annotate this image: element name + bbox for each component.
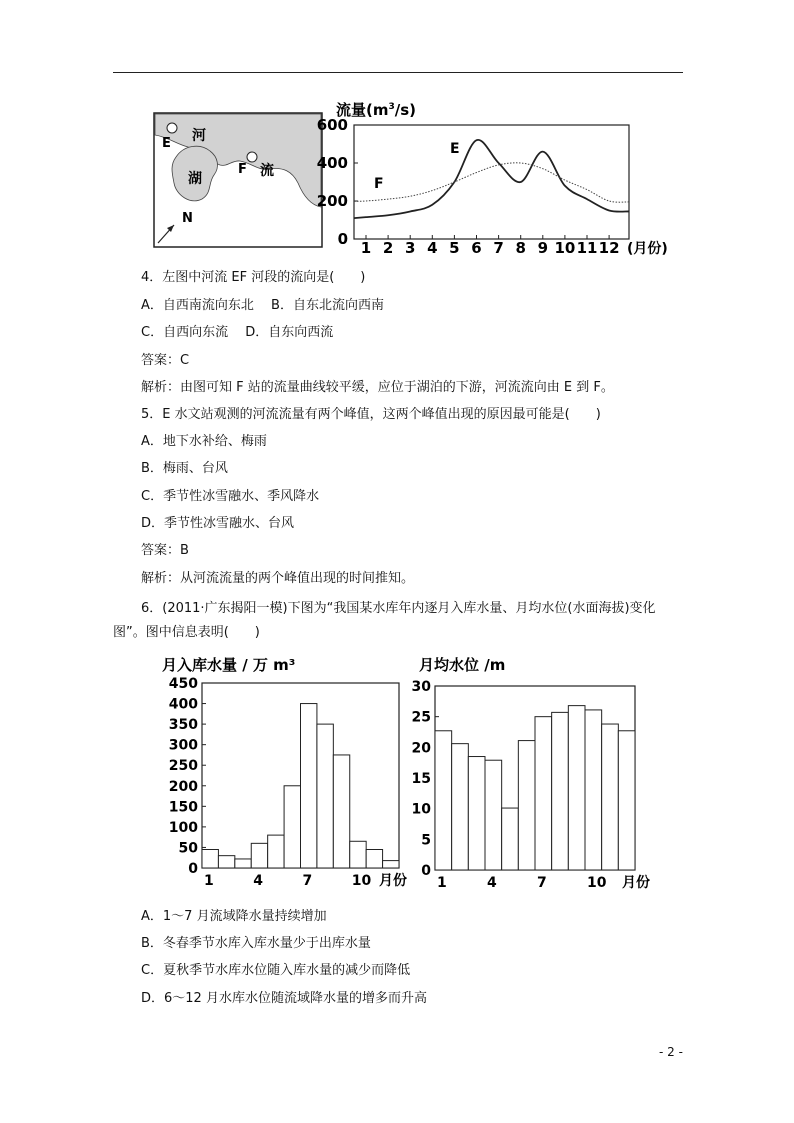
bar <box>251 843 267 868</box>
q6-option: B．冬春季节水库入库水量少于出库水量 <box>141 936 371 951</box>
hydrograph-xtick-label: 7 <box>493 239 504 257</box>
bar <box>618 731 635 870</box>
hydrograph-xtick-label: 12 <box>598 239 620 257</box>
chart-title: 月入库水量 / 万 m³ <box>162 656 296 674</box>
ytick-label: 300 <box>168 737 198 754</box>
xtick-label: 10 <box>587 875 607 891</box>
hydrograph <box>317 101 668 257</box>
hydrograph-xtick-label: 5 <box>449 239 460 257</box>
q5-answer: 答案：B <box>141 543 189 558</box>
bar <box>602 724 619 870</box>
ytick-label: 30 <box>411 679 431 695</box>
ytick-label: 0 <box>421 863 431 879</box>
q5-option: C．季节性冰雪融水、季风降水 <box>141 489 320 504</box>
bar <box>301 704 317 868</box>
q5-option: D．季节性冰雪融水、台风 <box>141 516 295 531</box>
xtick-label: 7 <box>537 875 547 891</box>
bar <box>535 717 552 870</box>
ytick-label: 200 <box>168 778 198 795</box>
q5-analysis: 解析：从河流流量的两个峰值出现的时间推知。 <box>141 571 415 586</box>
bar <box>383 861 399 868</box>
bar <box>485 760 502 870</box>
map-label-n: N <box>182 211 193 226</box>
map-label-hu: 湖 <box>188 171 202 187</box>
hydrograph-ylabel: 流量$(m^3/s)$ <box>336 101 417 119</box>
bar <box>317 724 333 868</box>
q4-option-row: A．自西南流向东北 B．自东北流向西南 <box>141 298 384 313</box>
bar <box>218 856 234 868</box>
hydrograph-xtick-label: 3 <box>404 239 416 257</box>
hydrograph-ytick-label: 600 <box>316 116 348 134</box>
bar <box>552 712 569 870</box>
xtick-label: 4 <box>487 875 497 891</box>
series-e-label: E <box>450 141 460 157</box>
hydrograph-frame <box>354 125 629 239</box>
ytick-label: 250 <box>168 758 198 775</box>
hydrograph-xtick-label: 11 <box>576 239 598 257</box>
hydrograph-xtick-label: 2 <box>382 239 394 257</box>
q6-option: D．6～12 月水库水位随流域降水量的增多而升高 <box>141 991 427 1006</box>
page-number: - 2 - <box>659 1045 683 1059</box>
bar <box>350 841 366 868</box>
q4-stem: 4．左图中河流 EF 河段的流向是( ) <box>141 270 366 285</box>
inflow-bar-chart <box>162 656 407 889</box>
bar <box>202 850 218 869</box>
bar <box>284 786 300 868</box>
ytick-label: 15 <box>411 771 431 787</box>
ytick-label: 20 <box>411 740 431 757</box>
bar <box>502 808 519 870</box>
q5-option: B．梅雨、台风 <box>141 461 228 476</box>
ytick-label: 400 <box>168 696 198 713</box>
q5-stem: 5．E 水文站观测的河流流量有两个峰值，这两个峰值出现的原因最可能是( ) <box>141 407 601 422</box>
xtick-label: 1 <box>437 875 447 891</box>
hydrograph-xtick-label: 6 <box>471 239 482 257</box>
map-label-e: E <box>162 136 171 151</box>
ytick-label: 50 <box>178 840 198 857</box>
chart-title: 月均水位 /m <box>419 656 506 674</box>
river-map <box>154 113 322 247</box>
ytick-label: 10 <box>411 801 431 818</box>
q6-option: A．1～7 月流域降水量持续增加 <box>141 909 327 924</box>
water-level-bar-chart <box>412 656 650 891</box>
hydrograph-ytick-label: 200 <box>316 192 348 210</box>
series-e-line <box>354 140 629 218</box>
hydrograph-xtick-label: 9 <box>537 239 549 257</box>
figure-2 <box>160 650 670 895</box>
ytick-label: 0 <box>188 861 198 877</box>
map-label-f: F <box>238 162 247 177</box>
ytick-label: 100 <box>168 819 198 836</box>
bar <box>468 757 485 870</box>
hydrograph-ytick-label: 400 <box>316 154 348 172</box>
ytick-label: 5 <box>421 832 431 849</box>
xtick-label: 7 <box>302 873 313 889</box>
bar <box>585 710 602 870</box>
hydrograph-xtick-label: 8 <box>515 239 526 257</box>
x-axis-unit: 月份 <box>379 873 407 889</box>
map-label-he: 河 <box>192 128 206 144</box>
bar <box>268 835 284 868</box>
ytick-label: 150 <box>168 799 198 816</box>
ytick-label: 25 <box>411 709 431 726</box>
q4-answer: 答案：C <box>141 353 190 368</box>
bar <box>452 744 469 870</box>
ytick-label: 350 <box>168 717 198 734</box>
x-axis-unit: 月份 <box>622 875 650 891</box>
bar <box>366 850 382 869</box>
q4-option-row: C．自西向东流 D．自东向西流 <box>141 325 334 340</box>
xtick-label: 1 <box>204 873 214 889</box>
series-f-line <box>354 163 629 202</box>
hydrograph-xtick-label: 10 <box>554 239 576 257</box>
q6-stem: 6．(2011·广东揭阳一模)下图为“我国某水库年内逐月入库水量、月均水位(水面海拔)变化图”。图中信息表明( ) <box>113 601 656 640</box>
hydrograph-xtick-label: 4 <box>427 239 438 257</box>
bar <box>568 706 585 870</box>
q4-analysis: 解析：由图可知 F 站的流量曲线较平缓，应位于湖泊的下游，河流流向由 E 到 F。 <box>141 380 614 395</box>
bar <box>333 755 349 868</box>
station-f-symbol <box>247 152 257 162</box>
q5-option: A．地下水补给、梅雨 <box>141 434 267 449</box>
bar <box>435 731 452 870</box>
header-rule <box>113 72 683 73</box>
station-e-symbol <box>167 123 177 133</box>
ytick-label: 450 <box>168 676 198 692</box>
xtick-label: 10 <box>351 873 372 889</box>
hydrograph-ytick-label: 0 <box>337 230 348 248</box>
xtick-label: 4 <box>253 873 263 889</box>
q6-option: C．夏秋季节水库水位随入库水量的减少而降低 <box>141 963 411 978</box>
hydrograph-xunit: (月份) <box>627 241 668 257</box>
map-label-liu: 流 <box>260 163 274 179</box>
figure-1 <box>140 95 668 260</box>
hydrograph-xtick-label: 1 <box>360 239 372 257</box>
bar <box>518 741 535 870</box>
series-f-label: F <box>374 176 384 192</box>
bar <box>235 859 251 868</box>
